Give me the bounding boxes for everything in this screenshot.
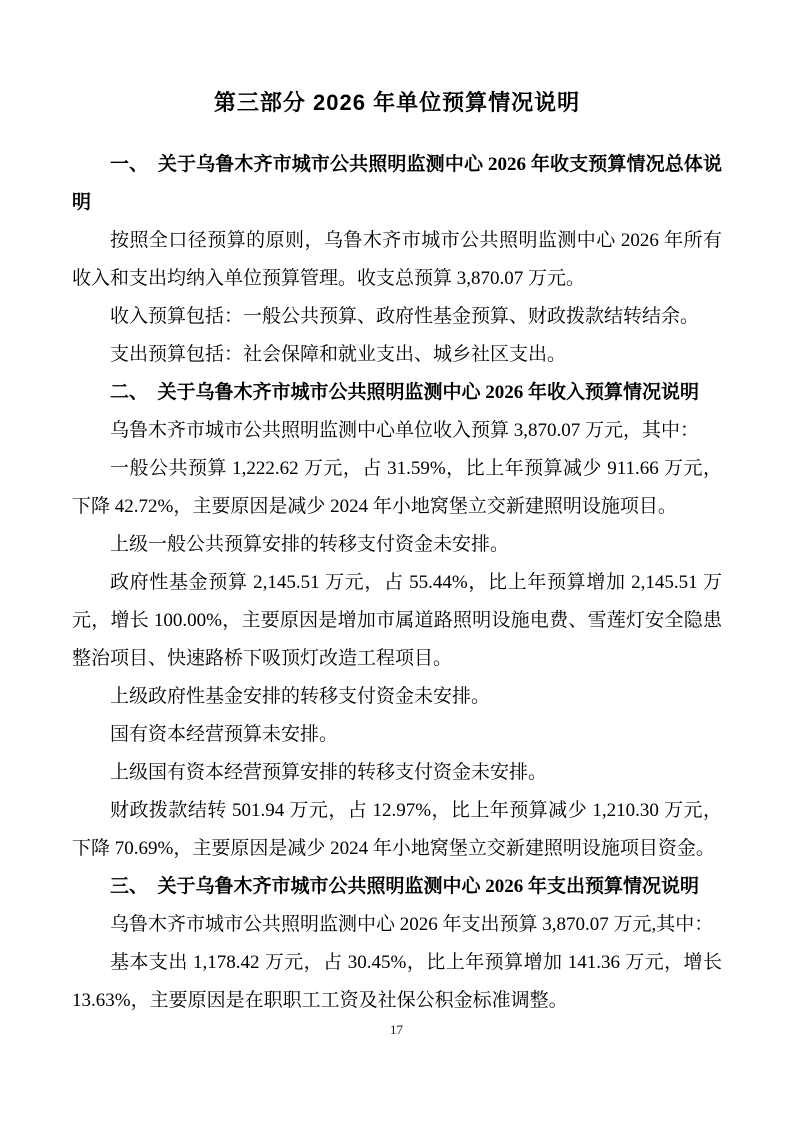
body-paragraph: 一般公共预算 1,222.62 万元，占 31.59%，比上年预算减少 911.66 万元，下降 42.72%，主要原因是减少 2024 年小地窝堡立交新建照明设施项目。 (72, 458, 722, 517)
body-paragraph: 政府性基金预算 2,145.51 万元，占 55.44%，比上年预算增加 2,145.51 万元，增长 100.00%，主要原因是增加市属道路照明设施电费、雪莲灯安全隐患整治项目、快速路桥下吸顶灯改造工程项目。 (72, 572, 722, 669)
body-paragraph: 支出预算包括：社会保障和就业支出、城乡社区支出。 (110, 344, 567, 365)
body-paragraph: 国有资本经营预算未安排。 (110, 724, 339, 745)
body-paragraph: 按照全口径预算的原则，乌鲁木齐市城市公共照明监测中心 2026 年所有收入和支出均纳入单位预算管理。收支总预算 3,870.07 万元。 (72, 230, 722, 289)
section-heading: 三、 关于乌鲁木齐市城市公共照明监测中心 2026 年支出预算情况说明 (110, 876, 700, 897)
body-paragraph: 收入预算包括：一般公共预算、政府性基金预算、财政拨款结转结余。 (110, 306, 700, 327)
section-heading: 二、 关于乌鲁木齐市城市公共照明监测中心 2026 年收入预算情况说明 (110, 382, 700, 403)
body-paragraph: 乌鲁木齐市城市公共照明监测中心 2026 年支出预算 3,870.07 万元,其中： (110, 914, 714, 935)
document-body (72, 146, 722, 1020)
page-number: 17 (390, 1022, 403, 1037)
body-paragraph: 上级国有资本经营预算安排的转移支付资金未安排。 (110, 762, 548, 783)
body-paragraph: 基本支出 1,178.42 万元，占 30.45%，比上年预算增加 141.36 万元，增长 13.63%，主要原因是在职职工工资及社保公积金标准调整。 (72, 952, 722, 1011)
body-paragraph: 财政拨款结转 501.94 万元，占 12.97%，比上年预算减少 1,210.30 万元，下降 70.69%，主要原因是减少 2024 年小地窝堡立交新建照明设施项目资金。 (72, 800, 722, 859)
section-heading: 一、 关于乌鲁木齐市城市公共照明监测中心 2026 年收支预算情况总体说明 (72, 154, 722, 213)
body-paragraph: 上级一般公共预算安排的转移支付资金未安排。 (110, 534, 510, 555)
body-paragraph: 乌鲁木齐市城市公共照明监测中心单位收入预算 3,870.07 万元，其中： (110, 420, 700, 441)
document-title: 第三部分 2026 年单位预算情况说明 (213, 90, 581, 115)
document-content (72, 84, 722, 1020)
body-paragraph: 上级政府性基金安排的转移支付资金未安排。 (110, 686, 491, 707)
